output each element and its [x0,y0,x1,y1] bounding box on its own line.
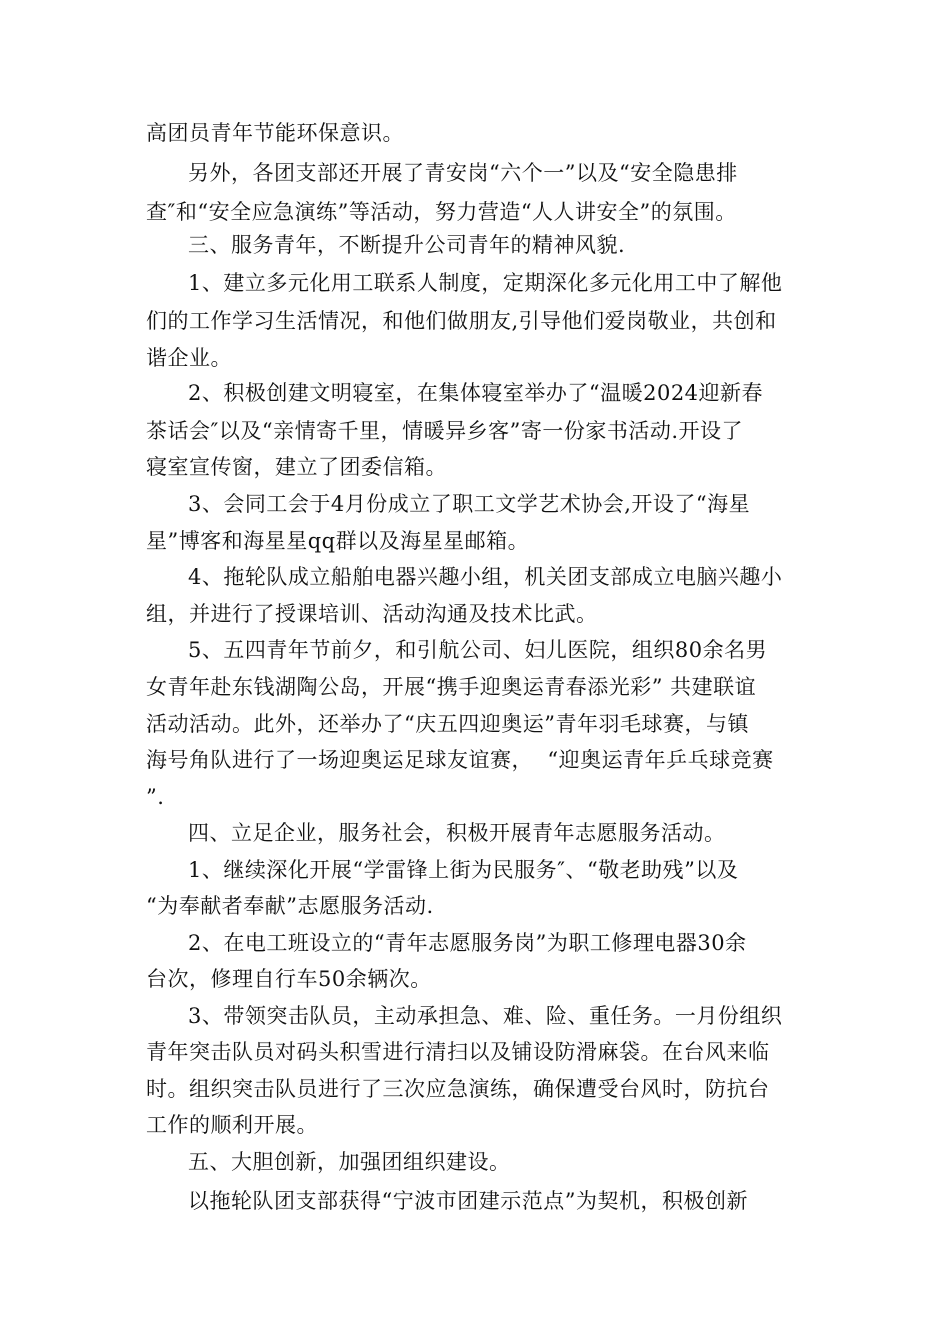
text-line: 5、五四青年节前夕，和引航公司、妇儿医院，组织80余名男 [188,638,768,662]
text-line: 活动活动。此外，还举办了“庆五四迎奥运”青年羽毛球赛，与镇 [146,712,749,736]
text-line: 青年突击队员对码头积雪进行清扫以及铺设防滑麻袋。在台风来临 [146,1040,770,1064]
text-line: 寝室宣传窗，建立了团委信箱。 [146,455,447,479]
section-heading: 三、服务青年，不断提升公司青年的精神风貌. [188,233,626,257]
text-line: 高团员青年节能环保意识。 [146,121,404,145]
text-line: 谐企业。 [146,346,232,370]
text-line: 茶话会″以及“亲情寄千里，情暖异乡客”寄一份家书活动.开设了 [146,419,743,443]
section-heading: 四、立足企业，服务社会，积极开展青年志愿服务活动。 [188,821,726,845]
text-line: 3、带领突击队员，主动承担急、难、险、重任务。一月份组织 [188,1004,783,1028]
text-line: 台次，修理自行车50余辆次。 [146,967,432,991]
text-line: “为奉献者奉献”志愿服务活动. [146,894,434,918]
text-line: 1、继续深化开展“学雷锋上街为民服务″、“敬老助残”以及 [188,858,739,882]
text-line: ”. [146,785,165,809]
text-line: 2、在电工班设立的“青年志愿服务岗”为职工修理电器30余 [188,931,747,955]
text-line: 时。组织突击队员进行了三次应急演练，确保遭受台风时，防抗台 [146,1077,770,1101]
text-line: 工作的顺利开展。 [146,1113,318,1137]
section-heading: 五、大胆创新，加强团组织建设。 [188,1150,511,1174]
text-line: 以拖轮队团支部获得“宁波市团建示范点”为契机，积极创新 [188,1189,748,1213]
text-line: 们的工作学习生活情况，和他们做朋友,引导他们爱岗敬业，共创和 [146,309,777,333]
text-line: 2、积极创建文明寝室，在集体寝室举办了“温暖2024迎新春 [188,381,764,405]
text-line: 查″和“安全应急演练”等活动，努力营造“人人讲安全”的氛围。 [146,200,737,224]
text-line: 女青年赴东钱湖陶公岛，开展“携手迎奥运青春添光彩” 共建联谊 [146,675,757,699]
text-line: 星”博客和海星星qq群以及海星星邮箱。 [146,529,530,553]
text-line: 另外，各团支部还开展了青安岗“六个一”以及“安全隐患排 [188,161,738,185]
text-line: 海号角队进行了一场迎奥运足球友谊赛， “迎奥运青年乒乓球竞赛 [146,748,774,772]
text-line: 3、会同工会于4月份成立了职工文学艺术协会,开设了“海星 [188,492,751,516]
text-line: 1、建立多元化用工联系人制度，定期深化多元化用工中了解他 [188,271,783,295]
text-line: 4、拖轮队成立船舶电器兴趣小组，机关团支部成立电脑兴趣小 [188,565,783,589]
text-line: 组，并进行了授课培训、活动沟通及技术比武。 [146,602,598,626]
